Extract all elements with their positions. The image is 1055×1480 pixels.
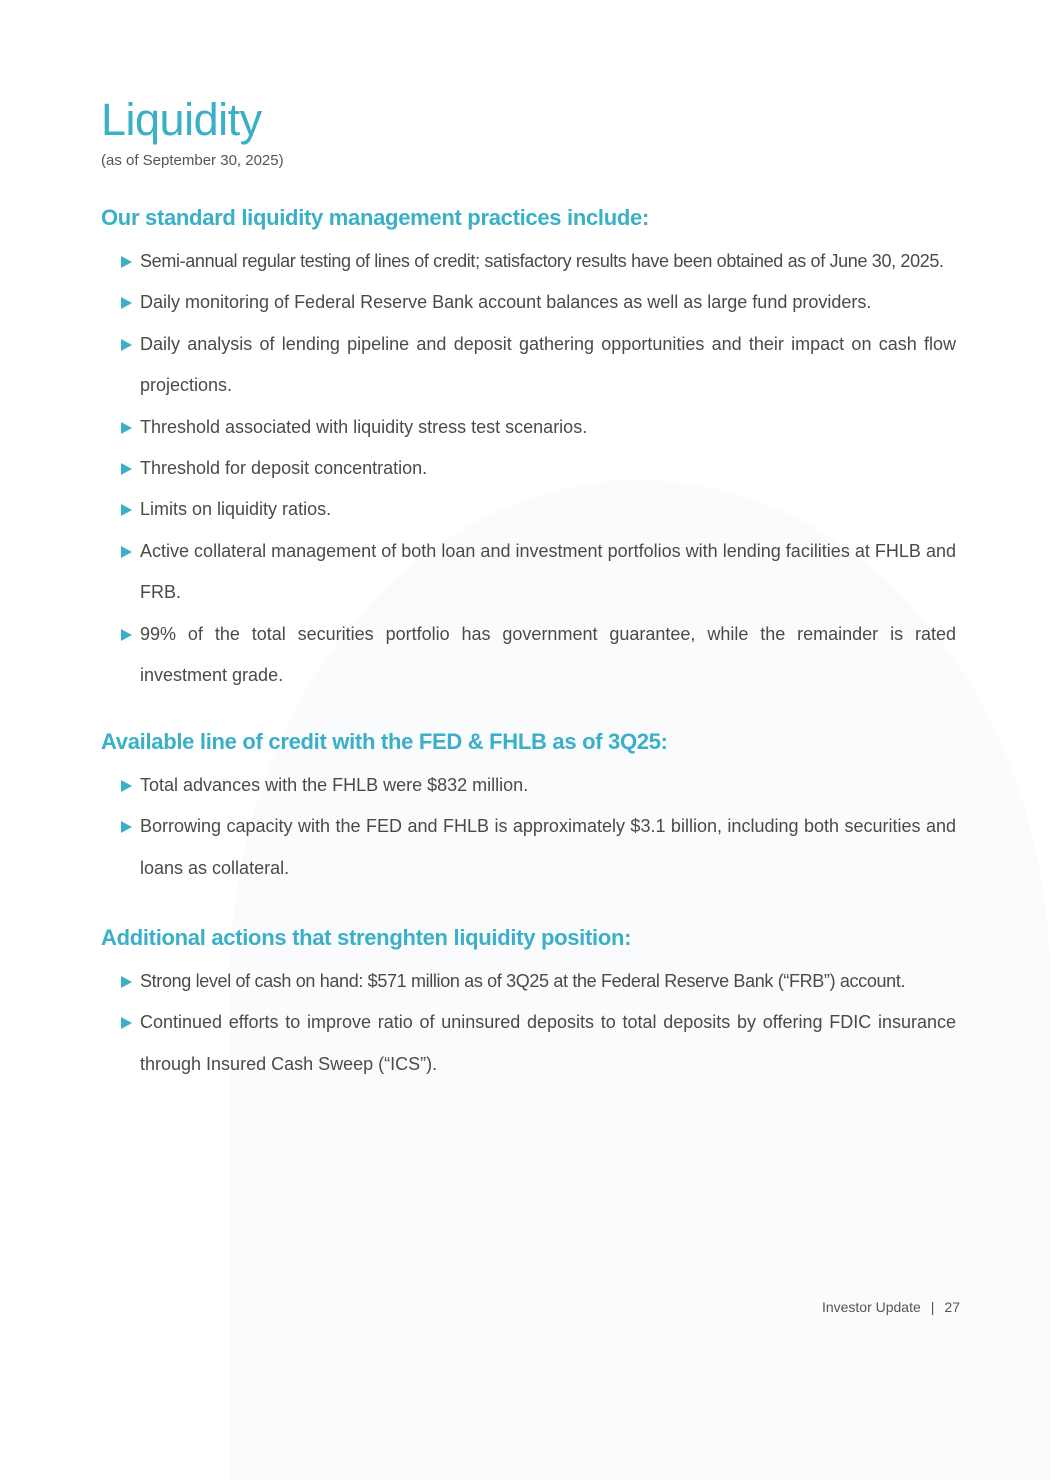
section-additional-actions [101,923,956,1085]
list-item: Total advances with the FHLB were $832 million. [101,765,956,806]
triangle-bullet-icon [121,546,132,558]
bullet-list [101,765,956,889]
section-line-of-credit [101,727,956,889]
triangle-bullet-icon [121,463,132,475]
list-item: Threshold for deposit concentration. [101,448,956,489]
triangle-bullet-icon [121,629,132,641]
section-heading: Available line of credit with the FED & FHLB as of 3Q25: [101,729,668,754]
list-item: Borrowing capacity with the FED and FHLB is approximately $3.1 billion, including both securities and loans as collateral. [101,806,956,889]
triangle-bullet-icon [121,504,132,516]
triangle-bullet-icon [121,821,132,833]
list-item: Continued efforts to improve ratio of uninsured deposits to total deposits by offering FDIC insurance through Insured Cash Sweep (“ICS”). [101,1002,956,1085]
triangle-bullet-icon [121,339,132,351]
triangle-bullet-icon [121,1017,132,1029]
triangle-bullet-icon [121,976,132,988]
section-practices [101,203,956,696]
bullet-list [101,241,956,696]
list-item: Threshold associated with liquidity stress test scenarios. [101,407,956,448]
section-heading: Our standard liquidity management practices include: [101,205,649,230]
list-item: Active collateral management of both loan and investment portfolios with lending facilities at FHLB and FRB. [101,531,956,614]
page-number: 27 [944,1299,960,1315]
triangle-bullet-icon [121,422,132,434]
list-item: 99% of the total securities portfolio has government guarantee, while the remainder is rated investment grade. [101,614,956,697]
list-item: Limits on liquidity ratios. [101,489,956,530]
footer-label: Investor Update [821,1299,921,1315]
page-subtitle: (as of September 30, 2025) [101,152,284,169]
list-item: Strong level of cash on hand: $571 million as of 3Q25 at the Federal Reserve Bank (“FRB”) account. [101,961,956,1002]
triangle-bullet-icon [121,297,132,309]
page-footer [822,1299,960,1315]
footer-separator: | [930,1299,935,1315]
list-item: Semi-annual regular testing of lines of credit; satisfactory results have been obtained as of June 30, 2025. [101,241,956,282]
triangle-bullet-icon [121,256,132,268]
page-title: Liquidity [101,94,262,145]
list-item: Daily analysis of lending pipeline and deposit gathering opportunities and their impact on cash flow projections. [101,324,956,407]
section-heading: Additional actions that strenghten liquidity position: [101,925,632,950]
triangle-bullet-icon [121,780,132,792]
bullet-list [101,961,956,1085]
list-item: Daily monitoring of Federal Reserve Bank account balances as well as large fund providers. [101,282,956,323]
